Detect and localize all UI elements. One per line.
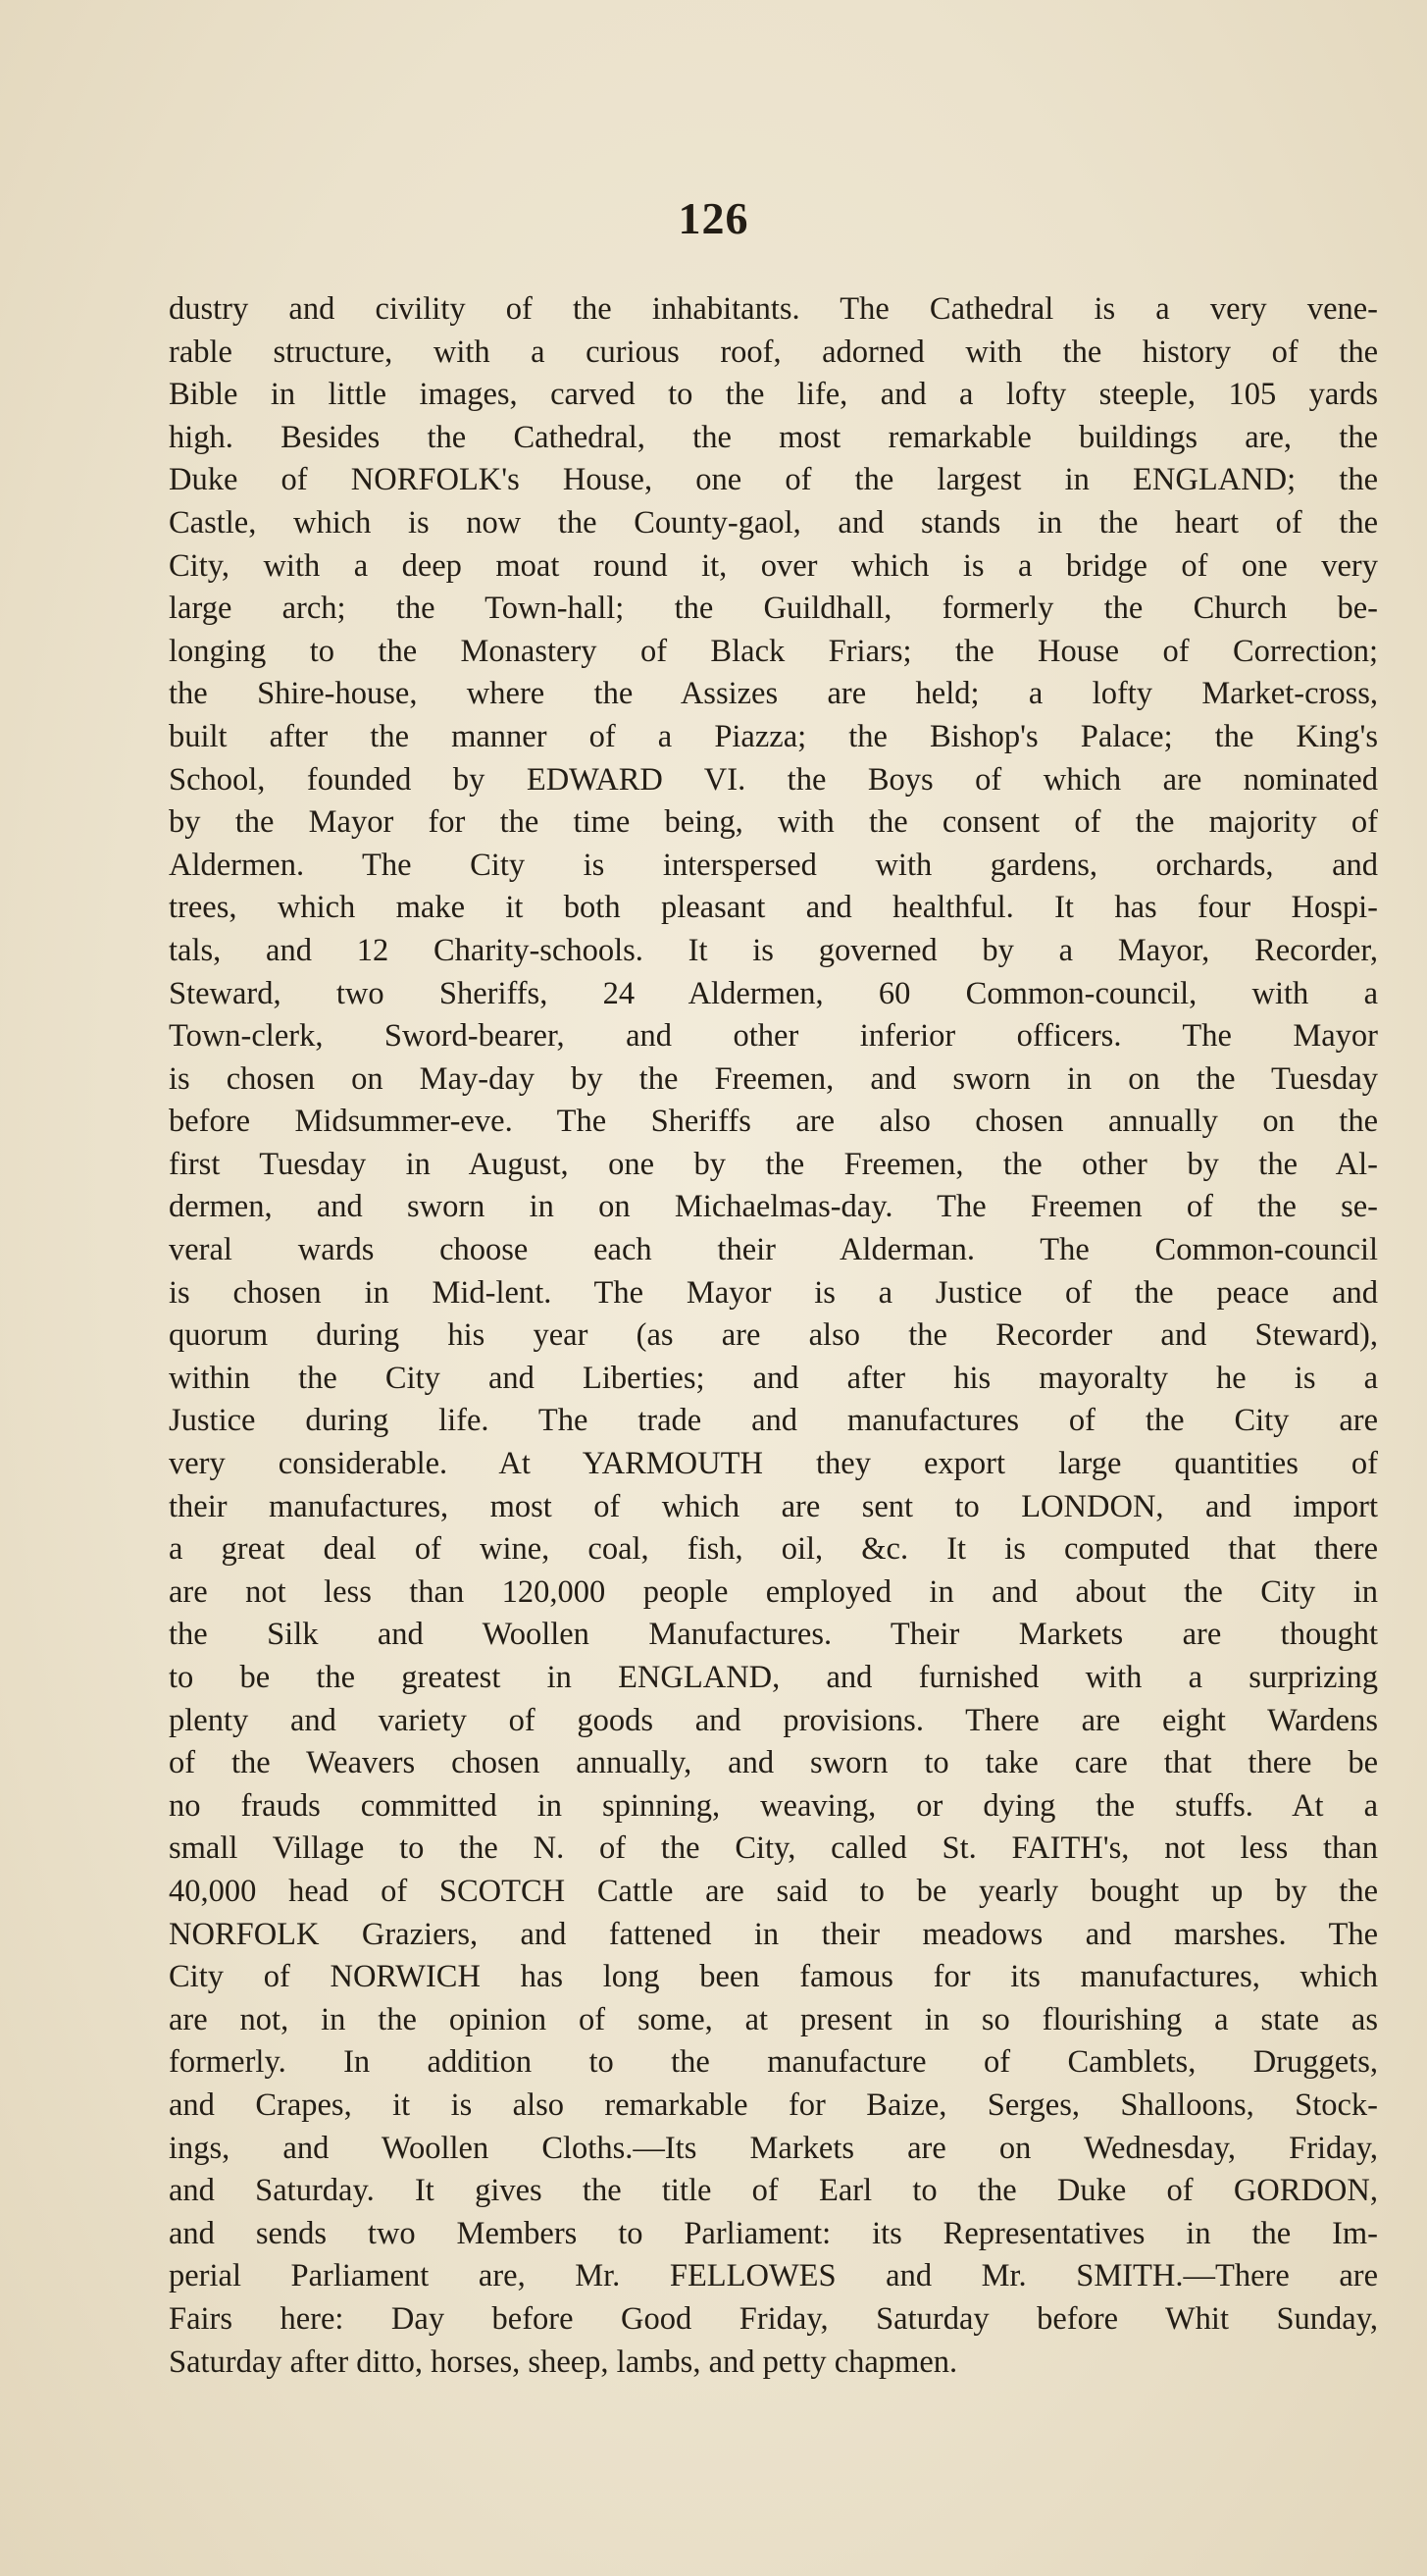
text-line: veral wards choose each their Alderman. The Common-council bbox=[169, 1232, 1378, 1268]
text-line: Steward, two Sheriffs, 24 Aldermen, 60 Common-council, with a bbox=[169, 975, 1378, 1011]
text-line: and sends two Members to Parliament: its Representatives in the Im- bbox=[169, 2215, 1378, 2251]
text-line: Saturday after ditto, horses, sheep, lambs, and petty chapmen. bbox=[169, 2344, 958, 2380]
text-line: quorum during his year (as are also the Recorder and Steward), bbox=[169, 1317, 1378, 1354]
text-line: before Midsummer-eve. The Sheriffs are also chosen annually on the bbox=[169, 1104, 1378, 1140]
text-line: within the City and Liberties; and after his mayoralty he is a bbox=[169, 1360, 1378, 1396]
text-line: perial Parliament are, Mr. FELLOWES and Mr. SMITH.—There are bbox=[169, 2258, 1378, 2294]
text-line: large arch; the Town-hall; the Guildhall, formerly the Church be- bbox=[169, 591, 1378, 627]
body-text bbox=[169, 288, 1378, 2384]
text-line: Town-clerk, Sword-bearer, and other inferior officers. The Mayor bbox=[169, 1018, 1378, 1055]
text-line: are not, in the opinion of some, at present in so flourishing a state as bbox=[169, 2001, 1378, 2037]
text-line: trees, which make it both pleasant and healthful. It has four Hospi- bbox=[169, 890, 1378, 926]
text-line: Bible in little images, carved to the life, and a lofty steeple, 105 yards bbox=[169, 377, 1378, 413]
text-line: Duke of NORFOLK's House, one of the largest in ENGLAND; the bbox=[169, 462, 1378, 498]
text-line: their manufactures, most of which are sent to LONDON, and import bbox=[169, 1488, 1378, 1524]
text-line: by the Mayor for the time being, with the consent of the majority of bbox=[169, 804, 1378, 841]
text-line: a great deal of wine, coal, fish, oil, &c. It is computed that there bbox=[169, 1531, 1378, 1568]
text-line: School, founded by EDWARD VI. the Boys of which are nominated bbox=[169, 761, 1378, 798]
text-line: City of NORWICH has long been famous for its manufactures, which bbox=[169, 1959, 1378, 1995]
text-line: small Village to the N. of the City, called St. FAITH's, not less than bbox=[169, 1830, 1378, 1867]
text-line: first Tuesday in August, one by the Freemen, the other by the Al- bbox=[169, 1146, 1378, 1182]
text-line: the Silk and Woollen Manufactures. Their Markets are thought bbox=[169, 1617, 1378, 1653]
text-line: Fairs here: Day before Good Friday, Saturday before Whit Sunday, bbox=[169, 2300, 1378, 2337]
text-line: are not less than 120,000 people employed in and about the City in bbox=[169, 1573, 1378, 1610]
text-line: tals, and 12 Charity-schools. It is governed by a Mayor, Recorder, bbox=[169, 932, 1378, 968]
text-line: plenty and variety of goods and provisions. There are eight Wardens bbox=[169, 1702, 1378, 1738]
text-line: ings, and Woollen Cloths.—Its Markets are on Wednesday, Friday, bbox=[169, 2130, 1378, 2166]
text-line: rable structure, with a curious roof, adorned with the history of the bbox=[169, 334, 1378, 370]
text-line: of the Weavers chosen annually, and sworn to take care that there be bbox=[169, 1745, 1378, 1781]
text-line: City, with a deep moat round it, over which is a bridge of one very bbox=[169, 547, 1378, 584]
text-line: NORFOLK Graziers, and fattened in their meadows and marshes. The bbox=[169, 1916, 1378, 1952]
text-line: dustry and civility of the inhabitants. The Cathedral is a very vene- bbox=[169, 291, 1378, 327]
text-line: high. Besides the Cathedral, the most remarkable buildings are, the bbox=[169, 419, 1378, 455]
page-number: 126 bbox=[678, 193, 749, 243]
text-line: Aldermen. The City is interspersed with gardens, orchards, and bbox=[169, 847, 1378, 883]
text-line: Castle, which is now the County-gaol, and stands in the heart of the bbox=[169, 504, 1378, 541]
text-line: is chosen in Mid-lent. The Mayor is a Justice of the peace and bbox=[169, 1274, 1378, 1311]
text-line: is chosen on May-day by the Freemen, and sworn in on the Tuesday bbox=[169, 1060, 1378, 1097]
text-line: built after the manner of a Piazza; the Bishop's Palace; the King's bbox=[169, 718, 1378, 754]
text-line: Justice during life. The trade and manufactures of the City are bbox=[169, 1403, 1378, 1439]
text-line: 40,000 head of SCOTCH Cattle are said to be yearly bought up by the bbox=[169, 1873, 1378, 1909]
text-line: longing to the Monastery of Black Friars; the House of Correction; bbox=[169, 633, 1378, 669]
text-line: and Saturday. It gives the title of Earl to the Duke of GORDON, bbox=[169, 2173, 1378, 2209]
text-line: the Shire-house, where the Assizes are held; a lofty Market-cross, bbox=[169, 676, 1378, 712]
text-line: very considerable. At YARMOUTH they export large quantities of bbox=[169, 1446, 1378, 1482]
text-line: no frauds committed in spinning, weaving, or dying the stuffs. At a bbox=[169, 1787, 1378, 1824]
text-line: to be the greatest in ENGLAND, and furnished with a surprizing bbox=[169, 1660, 1378, 1695]
text-line: formerly. In addition to the manufacture of Camblets, Druggets, bbox=[169, 2044, 1378, 2081]
text-line: and Crapes, it is also remarkable for Baize, Serges, Shalloons, Stock- bbox=[169, 2087, 1378, 2123]
text-line: dermen, and sworn in on Michaelmas-day. The Freemen of the se- bbox=[169, 1189, 1378, 1225]
